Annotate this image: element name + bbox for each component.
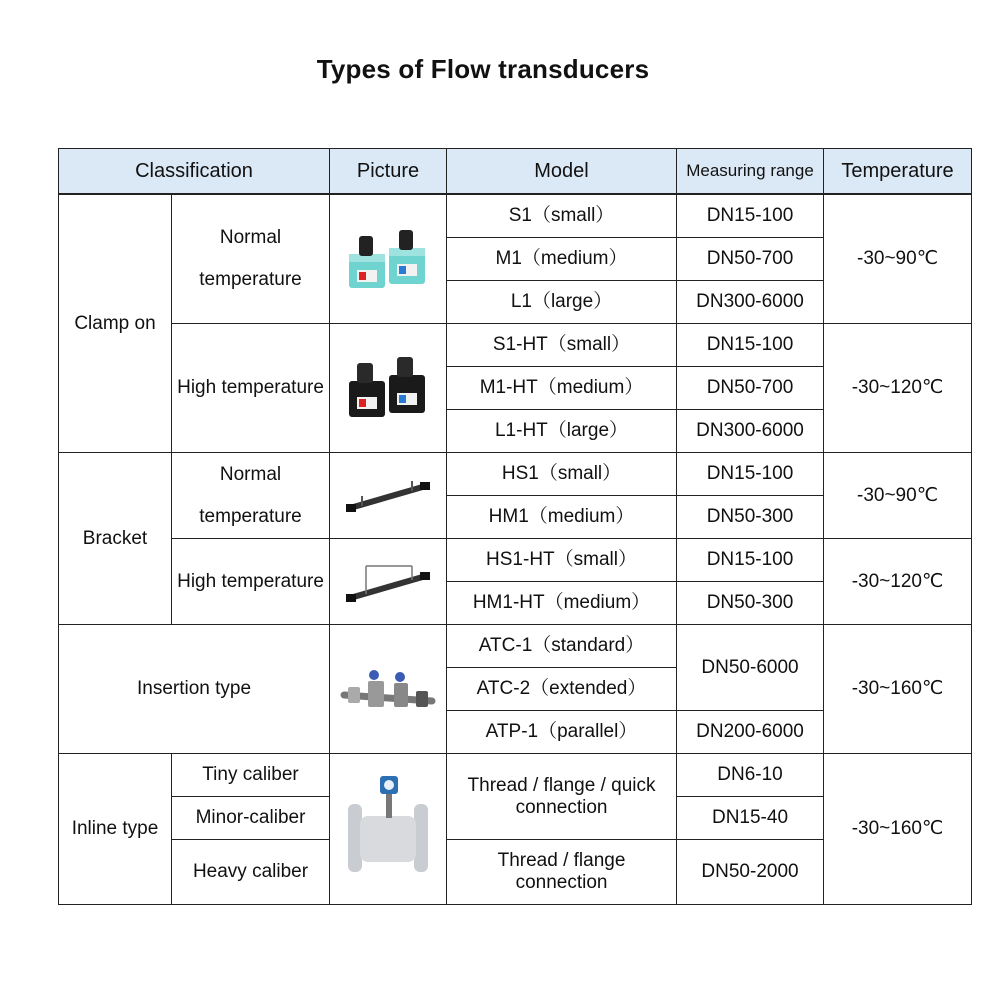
table-row — [59, 324, 972, 367]
subcategory-minor: Minor-caliber — [172, 797, 330, 840]
category-insertion: Insertion type — [59, 625, 330, 754]
model-line-2: connection — [515, 872, 608, 893]
table-row — [59, 194, 972, 238]
header-temperature: Temperature — [824, 149, 972, 195]
model-cell: ATP-1（parallel） — [447, 711, 677, 754]
category-clamp-on: Clamp on — [59, 194, 172, 453]
page-title: Types of Flow transducers — [316, 54, 650, 84]
range-cell: DN50-300 — [677, 582, 824, 625]
header-classification: Classification — [59, 149, 330, 195]
range-cell: DN15-40 — [677, 797, 824, 840]
insertion-transducer-icon — [330, 625, 447, 754]
range-cell: DN50-700 — [677, 238, 824, 281]
table-row — [59, 539, 972, 582]
model-cell: S1-HT（small） — [447, 324, 677, 367]
header-model: Model — [447, 149, 677, 195]
temperature-cell: -30~90℃ — [824, 194, 972, 324]
range-cell: DN300-6000 — [677, 410, 824, 453]
range-cell: DN300-6000 — [677, 281, 824, 324]
table-row — [59, 625, 972, 668]
model-cell: HS1（small） — [447, 453, 677, 496]
subcategory-line-2: temperature — [199, 505, 302, 527]
bracket-normal-transducer-icon — [330, 453, 447, 539]
header-picture: Picture — [330, 149, 447, 195]
range-cell: DN15-100 — [677, 324, 824, 367]
model-cell: HM1-HT（medium） — [447, 582, 677, 625]
model-cell: ATC-2（extended） — [447, 668, 677, 711]
model-cell — [447, 840, 677, 905]
model-cell: S1（small） — [447, 194, 677, 238]
subcategory-line-2: temperature — [199, 269, 302, 290]
bracket-high-temp-transducer-icon — [330, 539, 447, 625]
temperature-cell: -30~120℃ — [824, 539, 972, 625]
temperature-cell: -30~120℃ — [824, 324, 972, 453]
header-measuring-range: Measuring range — [677, 149, 824, 195]
model-cell — [447, 754, 677, 840]
subcategory-heavy: Heavy caliber — [172, 840, 330, 905]
model-cell: HS1-HT（small） — [447, 539, 677, 582]
inline-flowmeter-icon — [330, 754, 447, 905]
clamp-on-high-temp-transducer-icon — [330, 324, 447, 453]
range-cell: DN15-100 — [677, 453, 824, 496]
model-line-1: Thread / flange / quick — [467, 774, 656, 796]
model-cell: L1（large） — [447, 281, 677, 324]
category-inline: Inline type — [59, 754, 172, 905]
model-cell: M1-HT（medium） — [447, 367, 677, 410]
temperature-cell: -30~160℃ — [824, 625, 972, 754]
range-cell: DN200-6000 — [677, 711, 824, 754]
subcategory-clamp-high: High temperature — [172, 324, 330, 453]
category-bracket: Bracket — [59, 453, 172, 625]
range-cell: DN6-10 — [677, 754, 824, 797]
range-cell: DN50-2000 — [677, 840, 824, 905]
temperature-cell: -30~90℃ — [824, 453, 972, 539]
range-cell: DN50-300 — [677, 496, 824, 539]
flow-transducer-table — [58, 148, 972, 905]
subcategory-tiny: Tiny caliber — [172, 754, 330, 797]
model-cell: M1（medium） — [447, 238, 677, 281]
subcategory-line-1: Normal — [219, 463, 282, 485]
temperature-cell: -30~160℃ — [824, 754, 972, 905]
model-cell: L1-HT（large） — [447, 410, 677, 453]
table-row — [59, 453, 972, 496]
clamp-on-normal-transducer-icon — [330, 194, 447, 324]
subcategory-bracket-normal — [172, 453, 330, 539]
range-cell: DN15-100 — [677, 194, 824, 238]
subcategory-bracket-high: High temperature — [172, 539, 330, 625]
table-row — [59, 754, 972, 797]
model-cell: ATC-1（standard） — [447, 625, 677, 668]
model-line-2: connection — [515, 796, 608, 818]
model-line-1: Thread / flange — [497, 850, 626, 871]
subcategory-clamp-normal — [172, 194, 330, 324]
range-cell: DN15-100 — [677, 539, 824, 582]
model-cell: HM1（medium） — [447, 496, 677, 539]
subcategory-line-1: Normal — [219, 227, 282, 248]
range-cell: DN50-6000 — [677, 625, 824, 711]
header-row — [59, 149, 972, 195]
range-cell: DN50-700 — [677, 367, 824, 410]
